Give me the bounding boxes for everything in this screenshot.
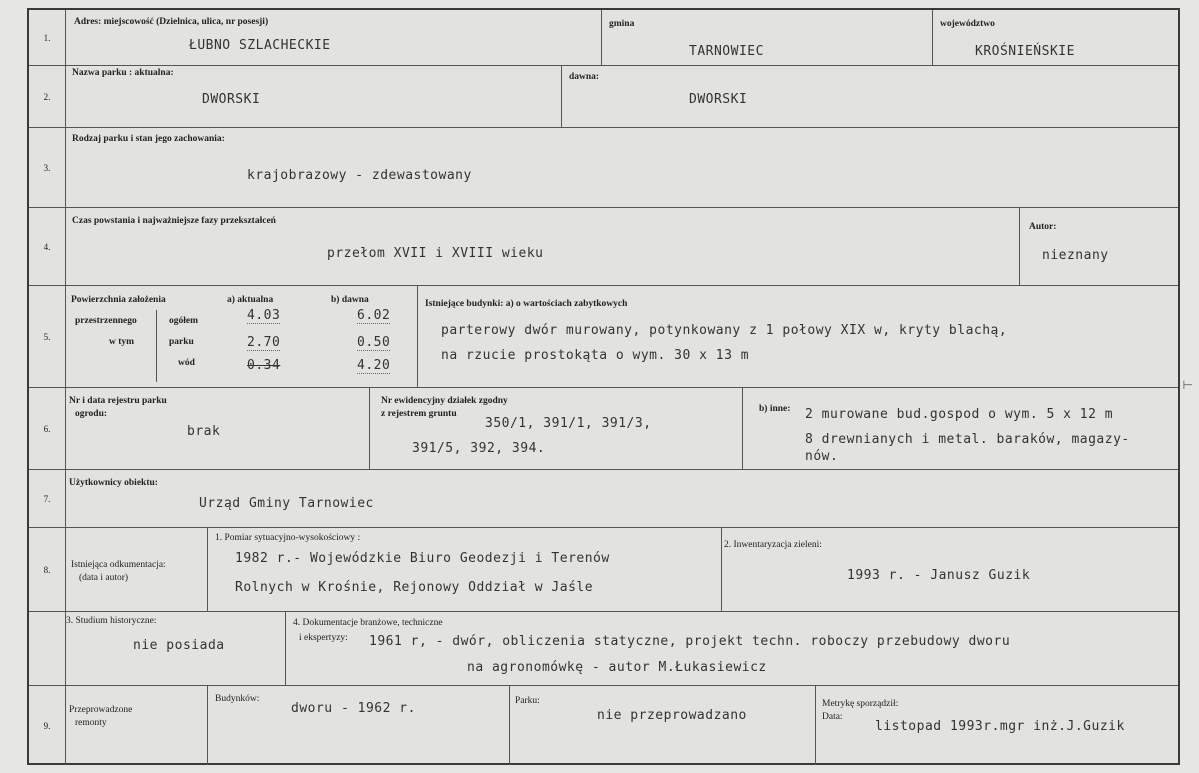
row-origin-time — [29, 208, 1178, 286]
technical-docs-line-1: 1961 r, - dwór, obliczenia statyczne, projekt techn. roboczy przebudowy dworu — [369, 634, 1011, 649]
parcel-line-2: 391/5, 392, 394. — [412, 441, 546, 456]
users-value: Urząd Gminy Tarnowiec — [199, 496, 374, 511]
row-number: 9. — [29, 686, 66, 765]
renovations-label: Przeprowadzone — [69, 705, 133, 715]
parcel-label-2: z rejestrem gruntu — [381, 409, 457, 419]
current-park-value: 2.70 — [247, 335, 281, 350]
park-renovation-label: Parku: — [515, 696, 540, 706]
current-name-value: DWORSKI — [202, 92, 261, 107]
area-label: Powierzchnia założenia — [71, 295, 166, 305]
historical-study-value: nie posiada — [133, 638, 225, 653]
greenery-inventory-label: 2. Inwentaryzacja zieleni: — [724, 540, 822, 550]
row-documentation — [29, 528, 1178, 612]
former-area-label: b) dawna — [331, 295, 369, 305]
parcel-label: Nr ewidencyjny działek zgodny — [381, 396, 508, 406]
documentation-label: Istniejąca odkumentacja: — [71, 560, 166, 570]
record-author-label: Metrykę sporządził: — [822, 699, 899, 709]
survey-label: 1. Pomiar sytuacyjno-wysokościowy : — [215, 533, 361, 543]
register-label-2: ogrodu: — [75, 409, 108, 419]
address-label: Adres: miejscowość (Dzielnica, ulica, nr posesji) — [74, 17, 269, 27]
former-name-label: dawna: — [569, 72, 600, 82]
technical-docs-line-2: na agronomówkę - autor M.Łukasiewicz — [467, 660, 767, 675]
date-label: Data: — [822, 712, 843, 722]
former-park-value: 0.50 — [357, 335, 391, 350]
total-label: ogółem — [169, 316, 199, 326]
users-label: Użytkownicy obiektu: — [69, 478, 158, 488]
buildings-line-2: na rzucie prostokąta o wym. 30 x 13 m — [441, 348, 750, 363]
in-that-label: w tym — [109, 337, 135, 347]
author-label: Autor: — [1029, 222, 1057, 232]
former-total-value: 6.02 — [357, 308, 391, 323]
row-area-buildings — [29, 286, 1178, 388]
row-park-name — [29, 66, 1178, 128]
survey-line-2: Rolnych w Krośnie, Rejonowy Oddział w Jaśle — [235, 580, 594, 595]
technical-docs-label: 4. Dokumentacje branżowe, techniczne — [293, 618, 443, 628]
row-renovations — [29, 686, 1178, 765]
register-value: brak — [187, 424, 221, 439]
buildings-label: Istniejące budynki: a) o wartościach zabytkowych — [425, 299, 628, 309]
renovations-label-2: remonty — [75, 718, 107, 728]
current-name-label: Nazwa parku : aktualna: — [72, 68, 174, 78]
row-number: 2. — [29, 66, 66, 127]
other-buildings-line-2: 8 drewnianych i metal. baraków, magazy- — [805, 432, 1130, 447]
row-studies — [29, 612, 1178, 686]
park-registration-form — [27, 8, 1180, 765]
row-number: 6. — [29, 388, 66, 469]
row-users — [29, 470, 1178, 528]
author-value: nieznany — [1042, 248, 1109, 263]
other-buildings-line-3: nów. — [805, 449, 839, 464]
water-label: wód — [178, 358, 195, 368]
current-total-value: 4.03 — [247, 308, 281, 323]
row-park-type — [29, 128, 1178, 208]
park-label: parku — [169, 337, 194, 347]
row-register — [29, 388, 1178, 470]
row-number: 8. — [29, 528, 66, 611]
edge-tick: ⊢ — [1182, 378, 1193, 392]
gmina-label: gmina — [609, 19, 635, 29]
parcel-line-1: 350/1, 391/1, 391/3, — [485, 416, 652, 431]
area-label-2: przestrzennego — [75, 316, 137, 326]
record-author-value: listopad 1993r.mgr inż.J.Guzik — [875, 719, 1125, 734]
buildings-renovation-value: dworu - 1962 r. — [291, 701, 416, 716]
other-buildings-line-1: 2 murowane bud.gospod o wym. 5 x 12 m — [805, 407, 1114, 422]
row-address — [29, 10, 1178, 66]
park-type-label: Rodzaj parku i stan jego zachowania: — [72, 134, 225, 144]
technical-docs-label-2: i ekspertyzy: — [299, 633, 348, 643]
buildings-line-1: parterowy dwór murowany, potynkowany z 1 połowy XIX w, kryty blachą, — [441, 323, 1008, 338]
historical-study-label: 3. Studium historyczne: — [66, 616, 157, 626]
other-buildings-label: b) inne: — [759, 404, 791, 414]
park-type-value: krajobrazowy - zdewastowany — [247, 168, 472, 183]
survey-line-1: 1982 r.- Wojewódzkie Biuro Geodezji i Terenów — [235, 551, 610, 566]
origin-time-label: Czas powstania i najważniejsze fazy przekształceń — [72, 216, 276, 226]
buildings-renovation-label: Budynków: — [215, 694, 260, 704]
row-number: 1. — [29, 10, 66, 65]
current-water-value: 0.34 — [247, 358, 281, 373]
row-number: 7. — [29, 470, 66, 527]
register-label: Nr i data rejestru parku — [69, 396, 167, 406]
wojewodztwo-label: województwo — [940, 19, 995, 29]
documentation-label-2: (data i autor) — [79, 573, 129, 583]
former-water-value: 4.20 — [357, 358, 391, 373]
greenery-inventory-value: 1993 r. - Janusz Guzik — [847, 568, 1031, 583]
current-area-label: a) aktualna — [227, 295, 274, 305]
row-number: 5. — [29, 286, 66, 387]
gmina-value: TARNOWIEC — [689, 44, 764, 59]
former-name-value: DWORSKI — [689, 92, 748, 107]
park-renovation-value: nie przeprowadzano — [597, 708, 747, 723]
address-value: ŁUBNO SZLACHECKIE — [189, 38, 331, 53]
wojewodztwo-value: KROŚNIEŃSKIE — [975, 44, 1075, 59]
origin-time-value: przełom XVII i XVIII wieku — [327, 246, 544, 261]
row-number: 3. — [29, 128, 66, 207]
row-number: 4. — [29, 208, 66, 285]
